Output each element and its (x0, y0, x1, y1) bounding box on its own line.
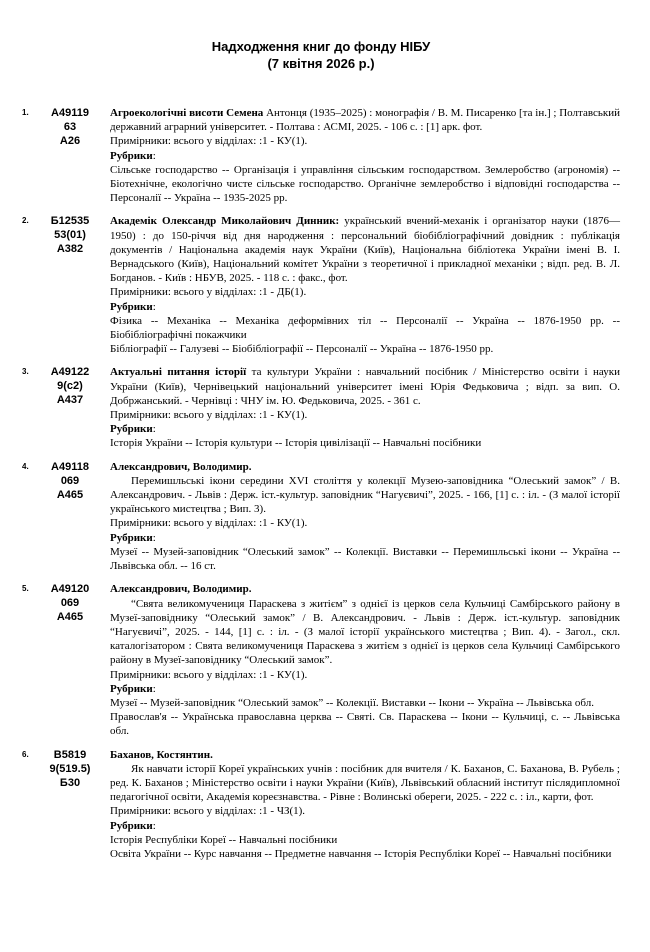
rubric-line: Православ'я -- Українська православна церква -- Святі. Св. Параскева -- Ікони -- Кульчиці, с. -- Львівська обл. (110, 711, 620, 738)
call-number-line: А382 (56, 243, 84, 256)
bibliographic-record: Перемишльські ікони середини XVI століття у колекції Музею-заповідника “Олеський замок” / В. Александрович. - Львів : Держ. іст.-культур. заповідник “Нагуєвичі”, 2025. - 166, [1] с. : іл. - (З малої історії українського мистецтва ; Вип. 3). (110, 474, 620, 516)
rubric-line: Фізика -- Механіка -- Механіка деформівних тіл -- Персоналії -- Україна -- 1876-1950 рр. -- Біобібліографічні покажчики (110, 314, 620, 342)
entry-description (110, 460, 620, 574)
rubrics-label: Рубрики: (110, 149, 156, 162)
record-title: Академік Олександр Миколайович Динник: (110, 215, 340, 228)
call-number (38, 214, 102, 256)
record-author: Баханов, Костянтин. (110, 748, 213, 761)
entry-number: 5. (22, 584, 29, 594)
entry-number: 2. (22, 216, 29, 226)
rubrics-label: Рубрики: (110, 819, 156, 832)
bibliographic-record (110, 214, 620, 285)
call-number (38, 582, 102, 624)
record-author: Александрович, Володимир. (110, 460, 252, 473)
record-title: Агроекологічні висоти Семена (110, 107, 264, 119)
entry-number: 4. (22, 461, 29, 471)
call-number-line: Б30 (59, 776, 81, 789)
call-number-line: 63 (63, 121, 77, 133)
entry-number: 1. (22, 108, 29, 117)
rubric-line: Історія Республіки Кореї -- Навчальні посібники (110, 833, 338, 846)
document-title (22, 38, 620, 72)
entry-description (110, 365, 620, 450)
entry-description (110, 106, 620, 205)
record-details: український вчений-механік і організатор науки (1876—1950) : до 150-річчя від дня народження : персональний біобібліографічний довідник : публікація документів / Національна академія наук України (Київ), Національна бібліотека України імені В. І. Вернадського (Київ), Національний комітет України з теоретичної і прикладної механіки ; відп. ред. В. Л. Богданов. - Київ : НБУВ, 2025. - 118 с. : факс., фот. (110, 215, 620, 285)
call-number-line: 069 (60, 597, 80, 610)
catalog-entry (22, 365, 620, 450)
call-number-line: 53(01) (54, 229, 86, 242)
bibliographic-record (110, 365, 620, 408)
catalog-entry (22, 582, 620, 738)
record-details: та культури України : навчальний посібник / Міністерство освіти і науки України (Київ), Чернівецький національний університет імені Юрія Федьковича ; відп. за вип. О. Добржанський. - Чернівці : ЧНУ ім. Ю. Федьковича, 2025. - 361 с. (110, 366, 620, 407)
copies-line: Примірники: всього у відділах: :1 - КУ(1). (110, 135, 308, 148)
entry-description (110, 214, 620, 356)
entry-number: 3. (22, 367, 29, 377)
call-number-line: А49118 (51, 460, 89, 473)
rubrics-label: Рубрики: (110, 423, 156, 436)
call-number-line: А26 (59, 135, 81, 147)
rubrics-label: Рубрики: (110, 300, 156, 313)
copies-line: Примірники: всього у відділах: :1 - КУ(1). (110, 409, 308, 422)
call-number-line: 9(с2) (57, 380, 83, 393)
call-number-line: А49119 (51, 107, 89, 119)
call-number-line: А49122 (50, 366, 90, 379)
entry-description (110, 748, 620, 862)
call-number-line: Б12535 (50, 215, 90, 228)
copies-line: Примірники: всього у відділах: :1 - КУ(1). (110, 668, 308, 681)
copies-line: Примірники: всього у відділах: :1 - ЧЗ(1). (110, 805, 306, 818)
catalog-entry (22, 748, 620, 862)
bibliographic-record: “Свята великомучениця Параскева з житієм” з однієї із церков села Кульчиці Самбірського району в Музеї-заповіднику “Олеський замок” / В. Александрович. - Львів : Держ. іст.-культур. заповідник “Нагуєвичі”, 2025. - 144, [1] с. : іл. - (З малої історії українського мистецтва ; Вип. 4). - Загол., скл. каталогізатором : Свята великомучениця Параскева з житієм з однієї із церков села Кульчиці Самбірського району в Музеї-заповіднику “Олеський замок”. (110, 597, 620, 667)
rubrics-label: Рубрики: (110, 531, 156, 544)
call-number-line: А465 (56, 488, 84, 501)
call-number (38, 748, 102, 790)
call-number-line: 9(519.5) (49, 762, 91, 775)
record-title: Актуальні питання історії (110, 366, 247, 379)
call-number (38, 106, 102, 148)
call-number (38, 460, 102, 502)
rubric-line: Освіта України -- Курс навчання -- Предметне навчання -- Історія Республіки Кореї -- Навчальні посібники (110, 847, 612, 860)
entry-description (110, 582, 620, 738)
rubric-line: Сільське господарство -- Організація і управління сільським господарством. Землеробство (агрономія) -- Біотехнічне, екологічно чисте сільське господарство. Органічне землеробство і відповідні господарства -- Персоналії -- Україна -- 1935-2025 рр. (110, 163, 620, 205)
call-number-line: А49120 (50, 583, 90, 596)
catalog-entry (22, 214, 620, 356)
rubric-line: Історія України -- Історія культури -- Історія цивілізації -- Навчальні посібники (110, 437, 482, 450)
rubrics-label: Рубрики: (110, 682, 156, 695)
document-title-line1: Надходження книг до фонду НІБУ (211, 39, 431, 54)
document-title-line2: (7 квітня 2026 р.) (267, 56, 375, 71)
catalog-entry (22, 460, 620, 574)
call-number-line: 069 (60, 474, 80, 487)
call-number-line: В5819 (53, 748, 87, 761)
copies-line: Примірники: всього у відділах: :1 - КУ(1). (110, 517, 308, 530)
bibliographic-record (110, 106, 620, 134)
rubric-line: Музеї -- Музей-заповідник “Олеський замок” -- Колекції. Виставки -- Ікони -- Україна -- Львівська обл. (110, 696, 594, 709)
copies-line: Примірники: всього у відділах: :1 - ДБ(1). (110, 286, 307, 299)
call-number (38, 365, 102, 407)
record-details: Антонця (1935–2025) : монографія / В. М. Писаренко [та ін.] ; Полтавський державний аграрний університет. - Полтава : АСМІ, 2025. - 106 с. : [1] арк. фот. (110, 107, 620, 134)
entry-number: 6. (22, 749, 29, 759)
call-number-line: А465 (56, 611, 84, 624)
bibliographic-record: Як навчати історії Кореї українських учнів : посібник для вчителя / К. Баханов, С. Баханова, В. Рубель ; ред. К. Баханов ; Міністерство освіти і науки України (Київ), Львівський обласний інститут післядипломної педагогічної освіти, Академія кореєзнавства. - Рівне : Волинські обереги, 2025. - 222 с. : іл., карти, фот. (110, 762, 620, 804)
catalog-entry (22, 106, 620, 205)
call-number-line: А437 (56, 394, 84, 407)
record-author: Александрович, Володимир. (110, 583, 252, 596)
rubric-line: Музеї -- Музей-заповідник “Олеський замок” -- Колекції. Виставки -- Перемишльські ікони -- Україна -- Львівська обл. -- 16 ст. (110, 545, 620, 573)
rubric-line: Бібліографії -- Галузеві -- Біобібліографії -- Персоналії -- Україна -- 1876-1950 рр. (110, 343, 494, 356)
